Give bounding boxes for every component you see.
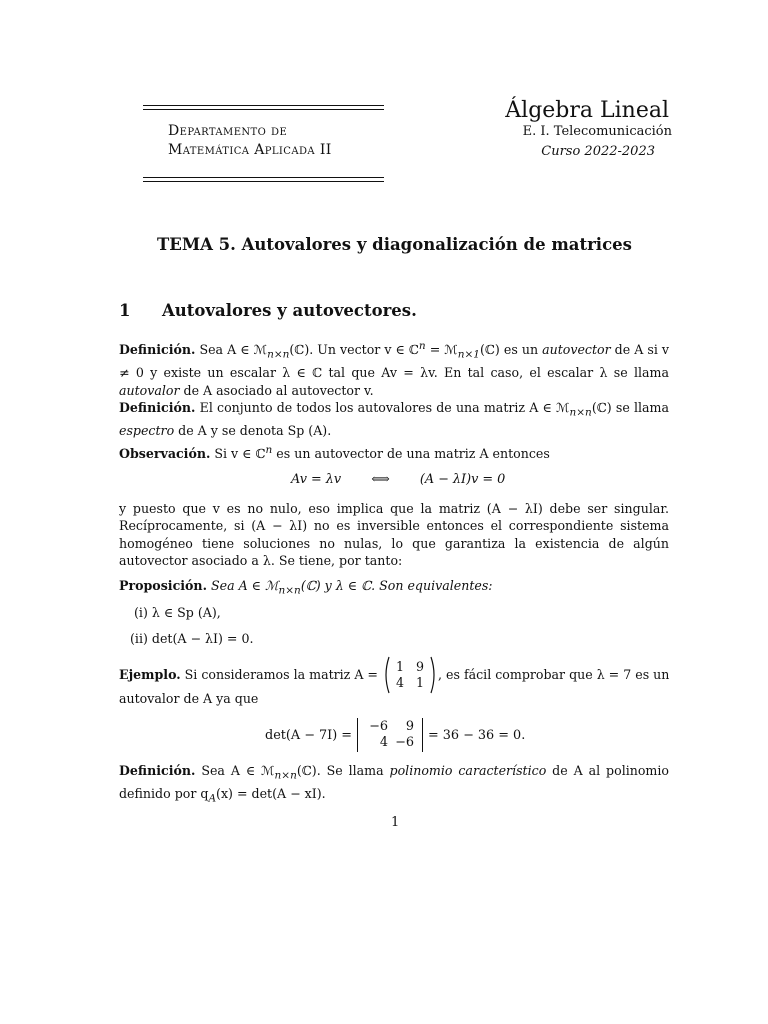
text: Si consideramos la matriz A = xyxy=(180,667,382,683)
section-heading xyxy=(119,301,417,320)
eq-left: Av = λv xyxy=(291,472,342,487)
right-paren xyxy=(429,656,438,694)
term-autovector: autovector xyxy=(542,342,611,358)
subscript: n×n xyxy=(267,348,290,361)
matrix-a xyxy=(382,656,438,694)
department-line-2: Matemática Aplicada II xyxy=(168,142,332,158)
matrix-a-body xyxy=(391,659,429,691)
text: Sea A ∈ ℳ xyxy=(195,342,268,358)
course-year: Curso 2022-2023 xyxy=(541,144,655,159)
eq-iff: ⟺ xyxy=(371,472,390,487)
eq-right: (A − λI)v = 0 xyxy=(419,472,506,487)
matrix-cell: −6 xyxy=(395,735,414,750)
text: (ℂ) y λ ∈ ℂ. Son equivalentes: xyxy=(300,578,493,593)
text: (ℂ). Se llama xyxy=(296,763,390,778)
term-espectro: espectro xyxy=(119,422,175,438)
superscript: n xyxy=(265,444,273,456)
text: de A asociado al autovector v. xyxy=(179,382,374,398)
text: Si v ∈ ℂ xyxy=(210,446,266,462)
subscript: n×n xyxy=(274,769,297,782)
text: Sea A ∈ ℳ xyxy=(195,763,275,778)
det-matrix xyxy=(357,718,423,752)
example-label: Ejemplo. xyxy=(119,667,181,683)
topic-title: TEMA 5. Autovalores y diagonalización de matrices xyxy=(157,235,632,254)
example-line-1 xyxy=(119,656,679,694)
text: (ℂ) es un xyxy=(480,342,543,358)
text: es un autovector de una matriz A entonces xyxy=(272,446,550,462)
det-right: = 36 − 36 = 0. xyxy=(427,727,526,743)
definition-autovector xyxy=(119,338,669,399)
section-title: Autovalores y autovectores. xyxy=(161,301,417,320)
matrix-cell: −6 xyxy=(369,719,388,734)
definition-polinomio xyxy=(119,762,669,808)
determinant-equation xyxy=(265,718,525,752)
text: de A al polinomio definido por q xyxy=(119,763,669,801)
header-rule-top-2 xyxy=(143,109,384,110)
header-rule-bottom-1 xyxy=(143,177,384,178)
proposition-item-1: (i) λ ∈ Sp (A), xyxy=(134,605,221,620)
observation-body: y puesto que v es no nulo, eso implica que la matriz (A − λI) debe ser singular. Recíprocamente, si (A − λI) no es inversible entonces el correspondiente sistema homogéneo tiene soluciones no nulas, lo que garantiza la existencia de algún autovector asociado a λ. Se tiene, por tanto: xyxy=(119,501,669,569)
department-line-1: Departamento de xyxy=(168,123,288,139)
course-title: Álgebra Lineal xyxy=(505,98,669,123)
proposition-item-2: (ii) det(A − λI) = 0. xyxy=(130,631,254,646)
text: (ℂ). Un vector v ∈ ℂ xyxy=(289,342,419,358)
definition-label: Definición. xyxy=(119,400,196,415)
term-autovalor: autovalor xyxy=(119,382,180,398)
text: de A y se denota Sp (A). xyxy=(174,422,332,438)
definition-label: Definición. xyxy=(119,342,196,358)
subscript: A xyxy=(208,792,217,805)
matrix-cell: 4 xyxy=(379,735,388,750)
example-line-2: autovalor de A ya que xyxy=(119,691,259,706)
department-name xyxy=(168,122,332,160)
text: = ℳ xyxy=(425,342,458,358)
definition-label: Definición. xyxy=(119,763,196,778)
text: de A si v ≠ 0 y existe un escalar λ ∈ ℂ tal que Av = λv. En tal caso, el escalar λ se llama xyxy=(119,342,669,381)
subscript: n×1 xyxy=(457,348,480,361)
subscript: n×n xyxy=(569,406,592,419)
matrix-cell: 9 xyxy=(405,719,414,734)
matrix-cell: 9 xyxy=(416,659,425,674)
header-rule-top-1 xyxy=(143,105,384,106)
text: Sea A ∈ ℳ xyxy=(206,578,279,593)
matrix-cell: 4 xyxy=(395,675,404,690)
page-number: 1 xyxy=(391,815,400,830)
superscript: n xyxy=(418,340,426,352)
subscript: n×n xyxy=(278,584,301,597)
text: , es fácil comprobar que λ = 7 es un xyxy=(438,667,670,683)
equivalence-equation xyxy=(291,472,505,487)
left-paren xyxy=(382,656,391,694)
text: El conjunto de todos los autovalores de una matriz A ∈ ℳ xyxy=(195,400,570,415)
section-number: 1 xyxy=(119,301,131,320)
matrix-cell: 1 xyxy=(416,675,425,690)
definition-espectro xyxy=(119,399,669,439)
matrix-cell: 1 xyxy=(395,659,404,674)
text: (ℂ) se llama xyxy=(591,400,669,415)
school-name: E. I. Telecomunicación xyxy=(522,124,672,139)
observation-intro xyxy=(119,442,669,463)
header-rule-bottom-2 xyxy=(143,181,384,182)
proposition-label: Proposición. xyxy=(119,578,207,593)
term-polinomio: polinomio característico xyxy=(389,763,547,778)
observation-label: Observación. xyxy=(119,446,211,462)
det-left: det(A − 7I) = xyxy=(265,727,352,743)
proposition xyxy=(119,577,669,600)
text: (x) = det(A − xI). xyxy=(216,785,326,801)
